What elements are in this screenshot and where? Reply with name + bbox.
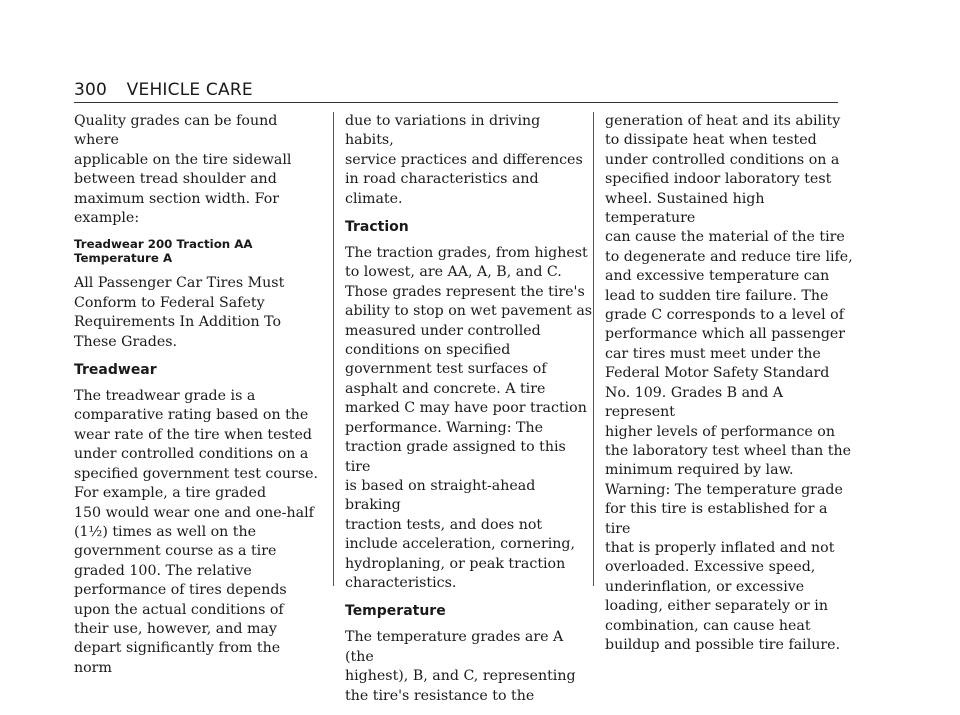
continuation-paragraph: due to variations in driving habits, service practices and differences in road characteristics and climate. — [345, 113, 583, 207]
temperature-paragraph: The temperature grades are A (the highest), B, and C, representing the tire's resistance to the — [345, 629, 576, 704]
column-2 — [345, 112, 593, 715]
treadwear-heading: Treadwear — [74, 362, 157, 379]
intro-paragraph: Quality grades can be found where applicable on the tire sidewall between tread shoulder and maximum section width. For example: — [74, 113, 292, 227]
page-number: 300 — [74, 80, 108, 100]
conformance-paragraph: All Passenger Car Tires Must Conform to Federal Safety Requirements In Addition To These Grades. — [74, 275, 285, 350]
column-divider-1 — [333, 112, 334, 586]
temperature-continuation-paragraph: generation of heat and its ability to dissipate heat when tested under controlled conditions on a specified indoor laboratory test wheel. Sustained high temperature can cause the material of the tire to degenerate and reduce tire life, and excessive temperature can lead to sudden tire failure. The grade C corresponds to a level of performance which all passenger car tires must meet under the Federal Motor Safety Standard No. 109. Grades B and A represent higher levels of performance on the laboratory test wheel than the minimum required by law. Warning: The temperature grade for this tire is established for a tire that is properly inflated and not overloaded. Excessive speed, underinflation, or excessive loading, either separately or in combination, can cause heat buildup and possible tire failure. — [605, 113, 853, 653]
page-header — [74, 80, 253, 100]
traction-paragraph: The traction grades, from highest to lowest, are AA, A, B, and C. Those grades represent the tire's ability to stop on wet pavement as measured under controlled conditions on specified government test surfaces of asphalt and concrete. A tire marked C may have poor traction performance. Warning: The traction grade assigned to this tire is based on straight-ahead braking traction tests, and does not include acceleration, cornering, hydroplaning, or peak traction characteristics. — [345, 245, 593, 591]
column-1 — [74, 112, 322, 687]
column-divider-2 — [593, 112, 594, 586]
temperature-heading: Temperature — [345, 603, 446, 620]
section-title: VEHICLE CARE — [126, 80, 253, 100]
header-rule — [74, 102, 838, 103]
traction-heading: Traction — [345, 219, 409, 236]
column-3 — [605, 112, 853, 664]
treadwear-paragraph: The treadwear grade is a comparative rating based on the wear rate of the tire when tested under controlled conditions on a specified government test course. For example, a tire graded 150 would wear one and one-half (1½) times as well on the government course as a tire graded 100. The relative performance of tires depends upon the actual conditions of their use, however, and may depart significantly from the norm — [74, 388, 319, 676]
example-grade-label: Treadwear 200 Traction AA Temperature A — [74, 237, 253, 266]
